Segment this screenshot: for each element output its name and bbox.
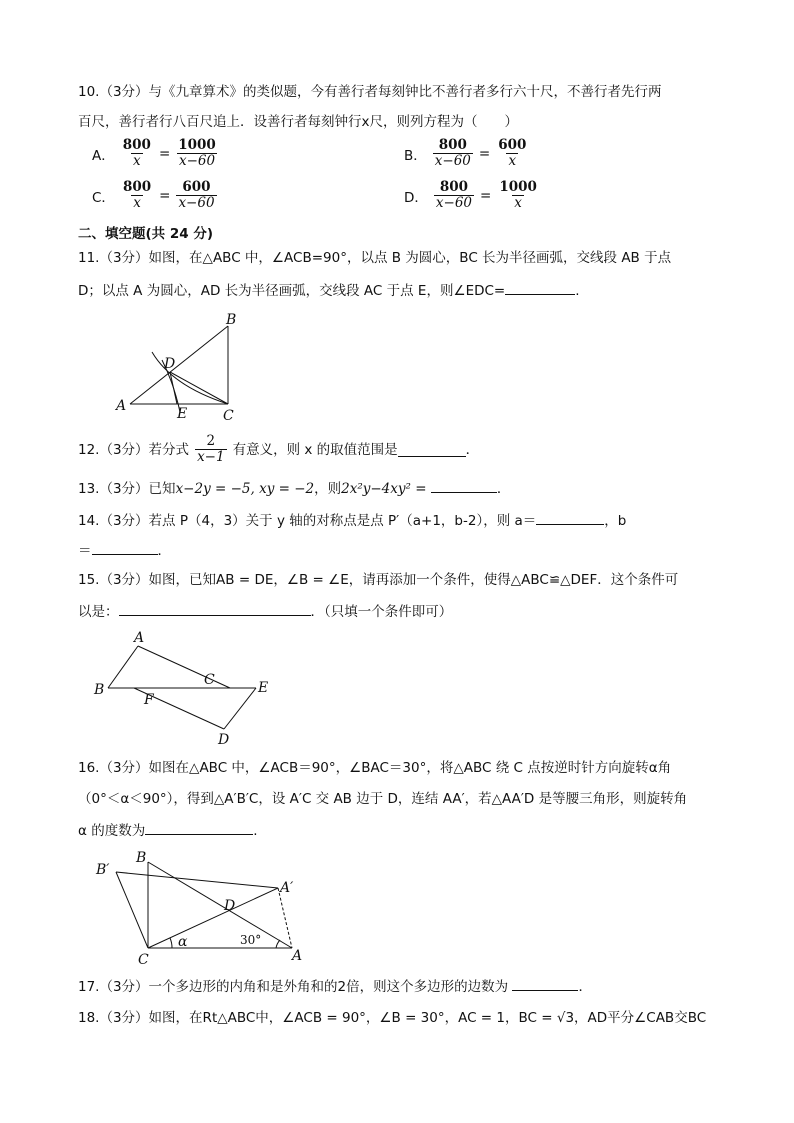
answer-blank[interactable] bbox=[398, 442, 466, 457]
q17-end: ． bbox=[578, 979, 592, 995]
frac-den: x bbox=[508, 153, 517, 169]
equals-sign: = bbox=[159, 187, 171, 204]
segment-ed bbox=[224, 688, 256, 729]
q16-end: . bbox=[253, 823, 258, 839]
segment-ac bbox=[138, 646, 230, 688]
option-label: C． bbox=[92, 189, 115, 206]
q14-text-b: ，b bbox=[604, 513, 627, 529]
label-a-prime: A′ bbox=[280, 880, 294, 896]
label-f: F bbox=[144, 692, 154, 708]
frac-num: 800 bbox=[438, 137, 467, 153]
equals-sign: = bbox=[478, 145, 491, 162]
label-a: A bbox=[134, 630, 145, 646]
q13-expression: 2x²y−4xy² = bbox=[341, 481, 427, 497]
q14-eq: ＝ bbox=[78, 543, 92, 559]
segment-b-prime-a-prime bbox=[116, 872, 278, 888]
q11-figure bbox=[100, 308, 260, 426]
answer-blank[interactable] bbox=[431, 478, 497, 493]
frac-den: x−60 bbox=[178, 153, 216, 169]
q11-text: D；以点 A 为圆心，AD 长为半径画弧，交线段 AC 于点 E，则∠EDC= bbox=[78, 283, 506, 299]
label-b: B bbox=[94, 682, 105, 698]
option-label: D． bbox=[404, 189, 428, 206]
q10-option-a[interactable] bbox=[92, 138, 220, 169]
frac-num: 1000 bbox=[499, 179, 537, 195]
q10-option-b[interactable] bbox=[404, 138, 530, 169]
label-b: B bbox=[136, 850, 147, 866]
segment-ab bbox=[108, 646, 138, 688]
frac-den: x−1 bbox=[197, 449, 225, 465]
label-c: C bbox=[138, 952, 149, 968]
frac-den: x−60 bbox=[178, 195, 215, 211]
q16-line2: （0°＜α＜90°），得到△A′B′C，设 A′C 交 AB 边于 D，连结 AA′，若△AA′D 是等腰三角形，则旋转角 bbox=[78, 791, 688, 807]
label-b: B bbox=[226, 312, 237, 328]
answer-blank-b[interactable] bbox=[92, 540, 158, 555]
q10-option-d[interactable] bbox=[404, 180, 541, 211]
q16-pre: α 的度数为 bbox=[78, 823, 146, 839]
frac-num: 1000 bbox=[178, 137, 216, 153]
q11-line1: 11.（3分）如图，在△ABC 中，∠ACB=90°，以点 B 为圆心，BC 长为半径画弧，交线段 AB 于点 bbox=[78, 250, 672, 266]
label-e: E bbox=[258, 680, 269, 696]
frac-den: x−60 bbox=[435, 195, 473, 211]
frac-den: x−60 bbox=[434, 153, 471, 169]
q15-end: ．（只填一个条件即可） bbox=[310, 604, 453, 620]
frac-num: 600 bbox=[498, 137, 527, 153]
segment-cb-prime bbox=[116, 872, 148, 948]
q14-end: ． bbox=[157, 543, 171, 559]
label-30-degrees: 30° bbox=[240, 933, 262, 947]
q12-post: 有意义，则 x 的取值范围是 bbox=[232, 441, 398, 458]
q11-end: . bbox=[575, 283, 580, 299]
q10-line1: 10.（3分）与《九章算术》的类似题，今有善行者每刻钟比不善行者多行六十尺，不善行者先行两 bbox=[78, 84, 662, 100]
q13-pre: 13.（3分）已知 bbox=[78, 481, 176, 497]
q13-end: ． bbox=[496, 481, 511, 497]
segment-dc bbox=[170, 372, 228, 404]
label-b-prime: B′ bbox=[96, 862, 110, 878]
q15-line1: 15.（3分）如图，已知AB = DE，∠B = ∠E，请再添加一个条件，使得△ABC≌△DEF．这个条件可 bbox=[78, 572, 679, 588]
q10-line2: 百尺，善行者行八百尺追上．设善行者每刻钟行x尺，则列方程为（ ） bbox=[78, 114, 518, 130]
answer-blank[interactable] bbox=[512, 976, 578, 991]
frac-den: x bbox=[133, 153, 141, 169]
q17-line bbox=[78, 976, 592, 997]
segment-ab bbox=[148, 862, 292, 948]
q16-line3 bbox=[78, 820, 258, 841]
q16-figure bbox=[90, 846, 330, 970]
q12-end: ． bbox=[465, 441, 480, 458]
q14-text: 14.（3分）若点 P（4，3）关于 y 轴的对称点是点 P′（a+1，b-2），则 a＝ bbox=[78, 513, 537, 529]
q15-pre: 以是： bbox=[78, 604, 119, 620]
q12-pre: 12.（3分）若分式 bbox=[78, 441, 190, 458]
q10-option-c[interactable] bbox=[92, 180, 219, 211]
answer-blank[interactable] bbox=[119, 601, 311, 616]
label-e: E bbox=[177, 406, 188, 422]
label-d: D bbox=[164, 356, 176, 372]
option-label: A． bbox=[92, 147, 115, 164]
q13-given: x−2y = −5, xy = −2 bbox=[175, 481, 315, 497]
q16-line1: 16.（3分）如图在△ABC 中，∠ACB＝90°，∠BAC＝30°，将△ABC 绕 C 点按逆时针方向旋转α角 bbox=[78, 760, 672, 776]
frac-den: x bbox=[133, 195, 141, 211]
equals-sign: = bbox=[480, 187, 492, 204]
angle-30-arc bbox=[276, 940, 280, 948]
q15-figure bbox=[88, 628, 288, 748]
segment-aa-prime bbox=[278, 888, 292, 948]
q11-line2 bbox=[78, 280, 580, 301]
frac-num: 800 bbox=[439, 179, 469, 195]
q12-line bbox=[78, 434, 479, 465]
label-d: D bbox=[218, 732, 230, 748]
option-label: B． bbox=[404, 147, 427, 164]
answer-blank-a[interactable] bbox=[536, 510, 604, 525]
answer-blank[interactable] bbox=[505, 280, 575, 295]
label-c: C bbox=[204, 672, 215, 688]
frac-num: 800 bbox=[122, 179, 152, 195]
frac-den: x bbox=[514, 195, 522, 211]
label-c: C bbox=[223, 408, 234, 424]
equals-sign: = bbox=[158, 145, 171, 162]
label-a: A bbox=[116, 398, 127, 414]
segment-ab bbox=[130, 326, 228, 404]
q17-text: 17.（3分）一个多边形的内角和是外角和的2倍，则这个多边形的边数为 bbox=[78, 979, 509, 995]
label-d: D bbox=[224, 898, 236, 914]
frac-num: 800 bbox=[122, 137, 151, 153]
section-fill-in-blank-title: 二、填空题(共 24 分) bbox=[78, 226, 214, 242]
q18-line: 18.（3分）如图，在Rt△ABC中，∠ACB = 90°，∠B = 30°，AC = 1，BC = √3，AD平分∠CAB交BC bbox=[78, 1010, 707, 1026]
frac-num: 2 bbox=[206, 433, 216, 449]
q13-line bbox=[78, 478, 510, 499]
frac-num: 600 bbox=[182, 179, 211, 195]
q14-line2 bbox=[78, 540, 171, 561]
label-a: A bbox=[292, 948, 303, 964]
q14-line1 bbox=[78, 510, 626, 531]
answer-blank[interactable] bbox=[145, 820, 253, 835]
label-alpha: α bbox=[178, 934, 188, 950]
q13-mid: ，则 bbox=[314, 481, 342, 497]
angle-alpha-arc bbox=[170, 938, 172, 948]
q15-line2 bbox=[78, 601, 452, 622]
